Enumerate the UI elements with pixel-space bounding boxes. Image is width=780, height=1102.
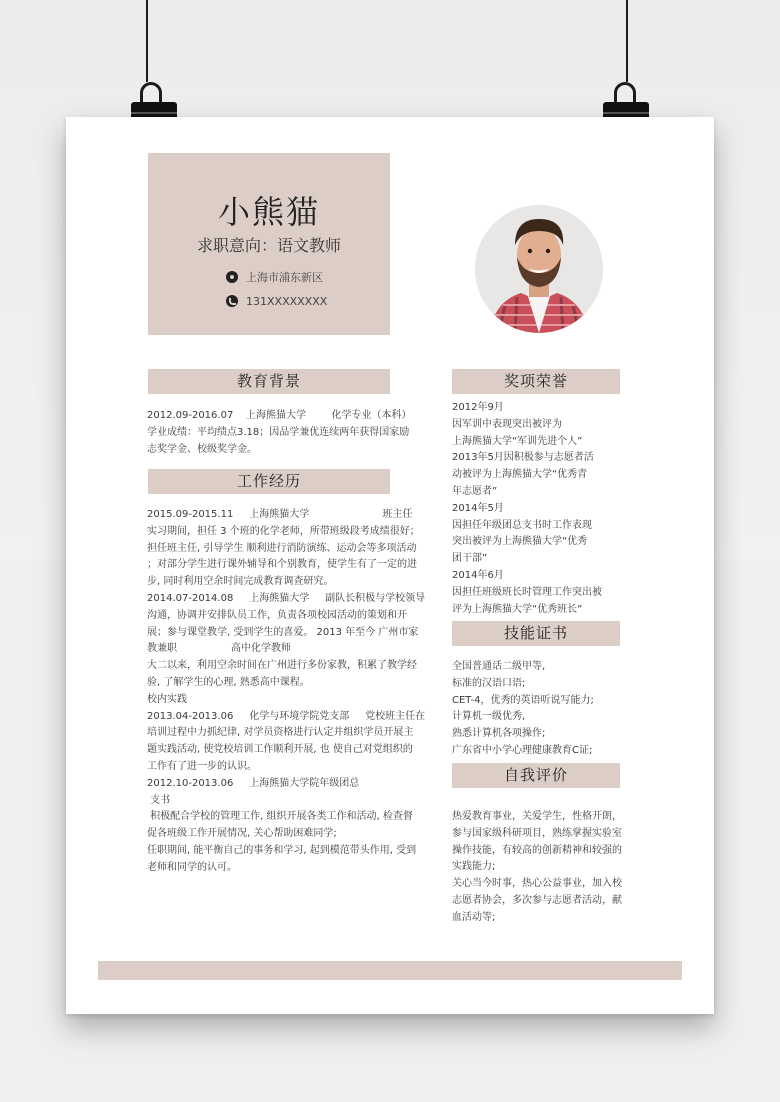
- work-line: 支书: [147, 794, 171, 806]
- work-line: 校内实践: [147, 693, 187, 705]
- self_eval-line: 操作技能，有较高的创新精神和较强的: [452, 844, 622, 856]
- work-line: 展；参与课堂教学, 受到学生的喜爱。 2013 年至今 广州市家: [147, 626, 419, 638]
- skills-line: 标准的汉语口语;: [452, 677, 526, 689]
- self_eval-line: 热爱教育事业，关爱学生，性格开朗，: [452, 811, 622, 822]
- work-line: 促各班级工作开展情况, 关心帮助困难同学;: [147, 828, 337, 840]
- work-line: 沟通，协调并安排队员工作，负责各项校园活动的策划和开: [147, 609, 407, 621]
- work-text: [147, 507, 425, 877]
- self_eval-line: 血活动等;: [452, 911, 496, 923]
- awards-line: 因军训中表现突出被评为: [452, 418, 562, 430]
- work-line: 教兼职 高中化学教师: [147, 643, 292, 655]
- section-title-skills: 技能证书: [452, 621, 620, 646]
- candidate-name: 小熊猫: [217, 193, 320, 231]
- awards-line: 评为上海熊猫大学“优秀班长”: [452, 603, 583, 615]
- awards-text: [452, 400, 602, 618]
- work-line: 实习期间，担任 3 个班的化学老师，所带班级段考成绩很好；: [147, 525, 420, 537]
- work-line: 题实践活动, 使党校培训工作顺利开展, 也 使自己对党组织的: [147, 744, 413, 756]
- contact-location-text: 上海市浦东新区: [246, 271, 323, 284]
- awards-line: 2014年6月: [452, 569, 504, 581]
- self-eval-text: [452, 809, 622, 927]
- awards-line: 2013年5月因积极参与志愿者活: [452, 452, 594, 464]
- education-line: 2012.09-2016.07 上海熊猫大学 化学专业（本科）: [147, 410, 412, 421]
- work-line: 大二以来，利用空余时间在广州进行多份家教，积累了教学经: [147, 660, 417, 672]
- work-line: 验, 了解学生的心理, 熟悉高中课程。: [147, 676, 310, 688]
- awards-line: 动被评为上海熊猫大学“优秀青: [452, 469, 588, 481]
- education-line: 志奖学金、校级奖学金。: [147, 443, 257, 455]
- phone-icon: [226, 295, 238, 307]
- work-line: 步, 同时利用空余时间完成教育调查研究。: [147, 576, 334, 588]
- job-intent: 求职意向：语文教师: [196, 236, 341, 255]
- work-line: 积极配合学校的管理工作, 组织开展各类工作和活动, 检查督: [147, 811, 413, 823]
- work-line: 2014.07-2014.08 上海熊猫大学 副队长积极与学校领导: [147, 592, 426, 604]
- awards-line: 2012年9月: [452, 402, 504, 413]
- work-line: ；对部分学生进行课外辅导和个别教育，使学生有了一定的进: [147, 559, 417, 571]
- resume-poster: [66, 117, 714, 1014]
- work-line: 老师和同学的认可。: [147, 861, 237, 873]
- work-line: 担任班主任, 引导学生 顺利进行消防演练、运动会等多项活动: [147, 542, 417, 554]
- awards-line: 因担任班级班长时管理工作突出被: [452, 586, 602, 598]
- footer-bar: [98, 961, 682, 980]
- work-line: 2012.10-2013.06 上海熊猫大学院年级团总: [147, 777, 360, 789]
- awards-line: 突出被评为上海熊猫大学“优秀: [452, 536, 588, 548]
- self_eval-line: 志愿者协会，多次参与志愿者活动，献: [452, 894, 622, 906]
- awards-line: 团干部”: [452, 553, 488, 565]
- profile-photo: [475, 205, 603, 333]
- work-line: 任职期间, 能平衡自己的事务和学习, 起到模范带头作用, 受到: [147, 844, 417, 856]
- awards-line: 2014年5月: [452, 502, 504, 514]
- self_eval-line: 实践能力;: [452, 861, 496, 873]
- skills-line: 熟悉计算机各项操作;: [452, 728, 546, 740]
- skills-line: 计算机一级优秀,: [452, 711, 526, 723]
- skills-line: 全国普通话二级甲等,: [452, 661, 546, 672]
- work-line: 2013.04-2013.06 化学与环境学院党支部 党校班主任在: [147, 710, 426, 722]
- header-box: [148, 153, 390, 335]
- self_eval-line: 关心当今时事，热心公益事业，加入校: [452, 878, 622, 890]
- work-line: 2015.09-2015.11 上海熊猫大学 班主任: [147, 509, 413, 520]
- section-title-education: 教育背景: [148, 369, 390, 394]
- self_eval-line: 参与国家级科研项目，熟练掌握实验室: [452, 827, 622, 839]
- awards-line: 上海熊猫大学“军训先进个人”: [452, 435, 583, 447]
- skills-line: 广东省中小学心理健康教育C证;: [452, 744, 593, 756]
- skills-text: [452, 659, 594, 760]
- skills-line: CET-4，优秀的英语听说写能力;: [452, 694, 594, 706]
- education-line: 学业成绩：平均绩点3.18；因品学兼优连续两年获得国家励: [147, 426, 410, 438]
- work-line: 培训过程中力抓纪律, 对学员资格进行认定并组织学员开展主: [147, 727, 414, 739]
- awards-line: 因担任年级团总支书时工作表现: [452, 519, 592, 531]
- awards-line: 年志愿者”: [452, 485, 498, 497]
- contact-phone-text: 131XXXXXXXX: [246, 294, 328, 308]
- contact-phone: [226, 293, 327, 309]
- education-text: [147, 408, 411, 458]
- contact-location: [226, 269, 323, 285]
- section-title-self-eval: 自我评价: [452, 763, 620, 788]
- location-icon: [226, 271, 238, 283]
- section-title-awards: 奖项荣誉: [452, 369, 620, 394]
- work-line: 工作有了进一步的认识。: [147, 760, 257, 772]
- section-title-work: 工作经历: [148, 469, 390, 494]
